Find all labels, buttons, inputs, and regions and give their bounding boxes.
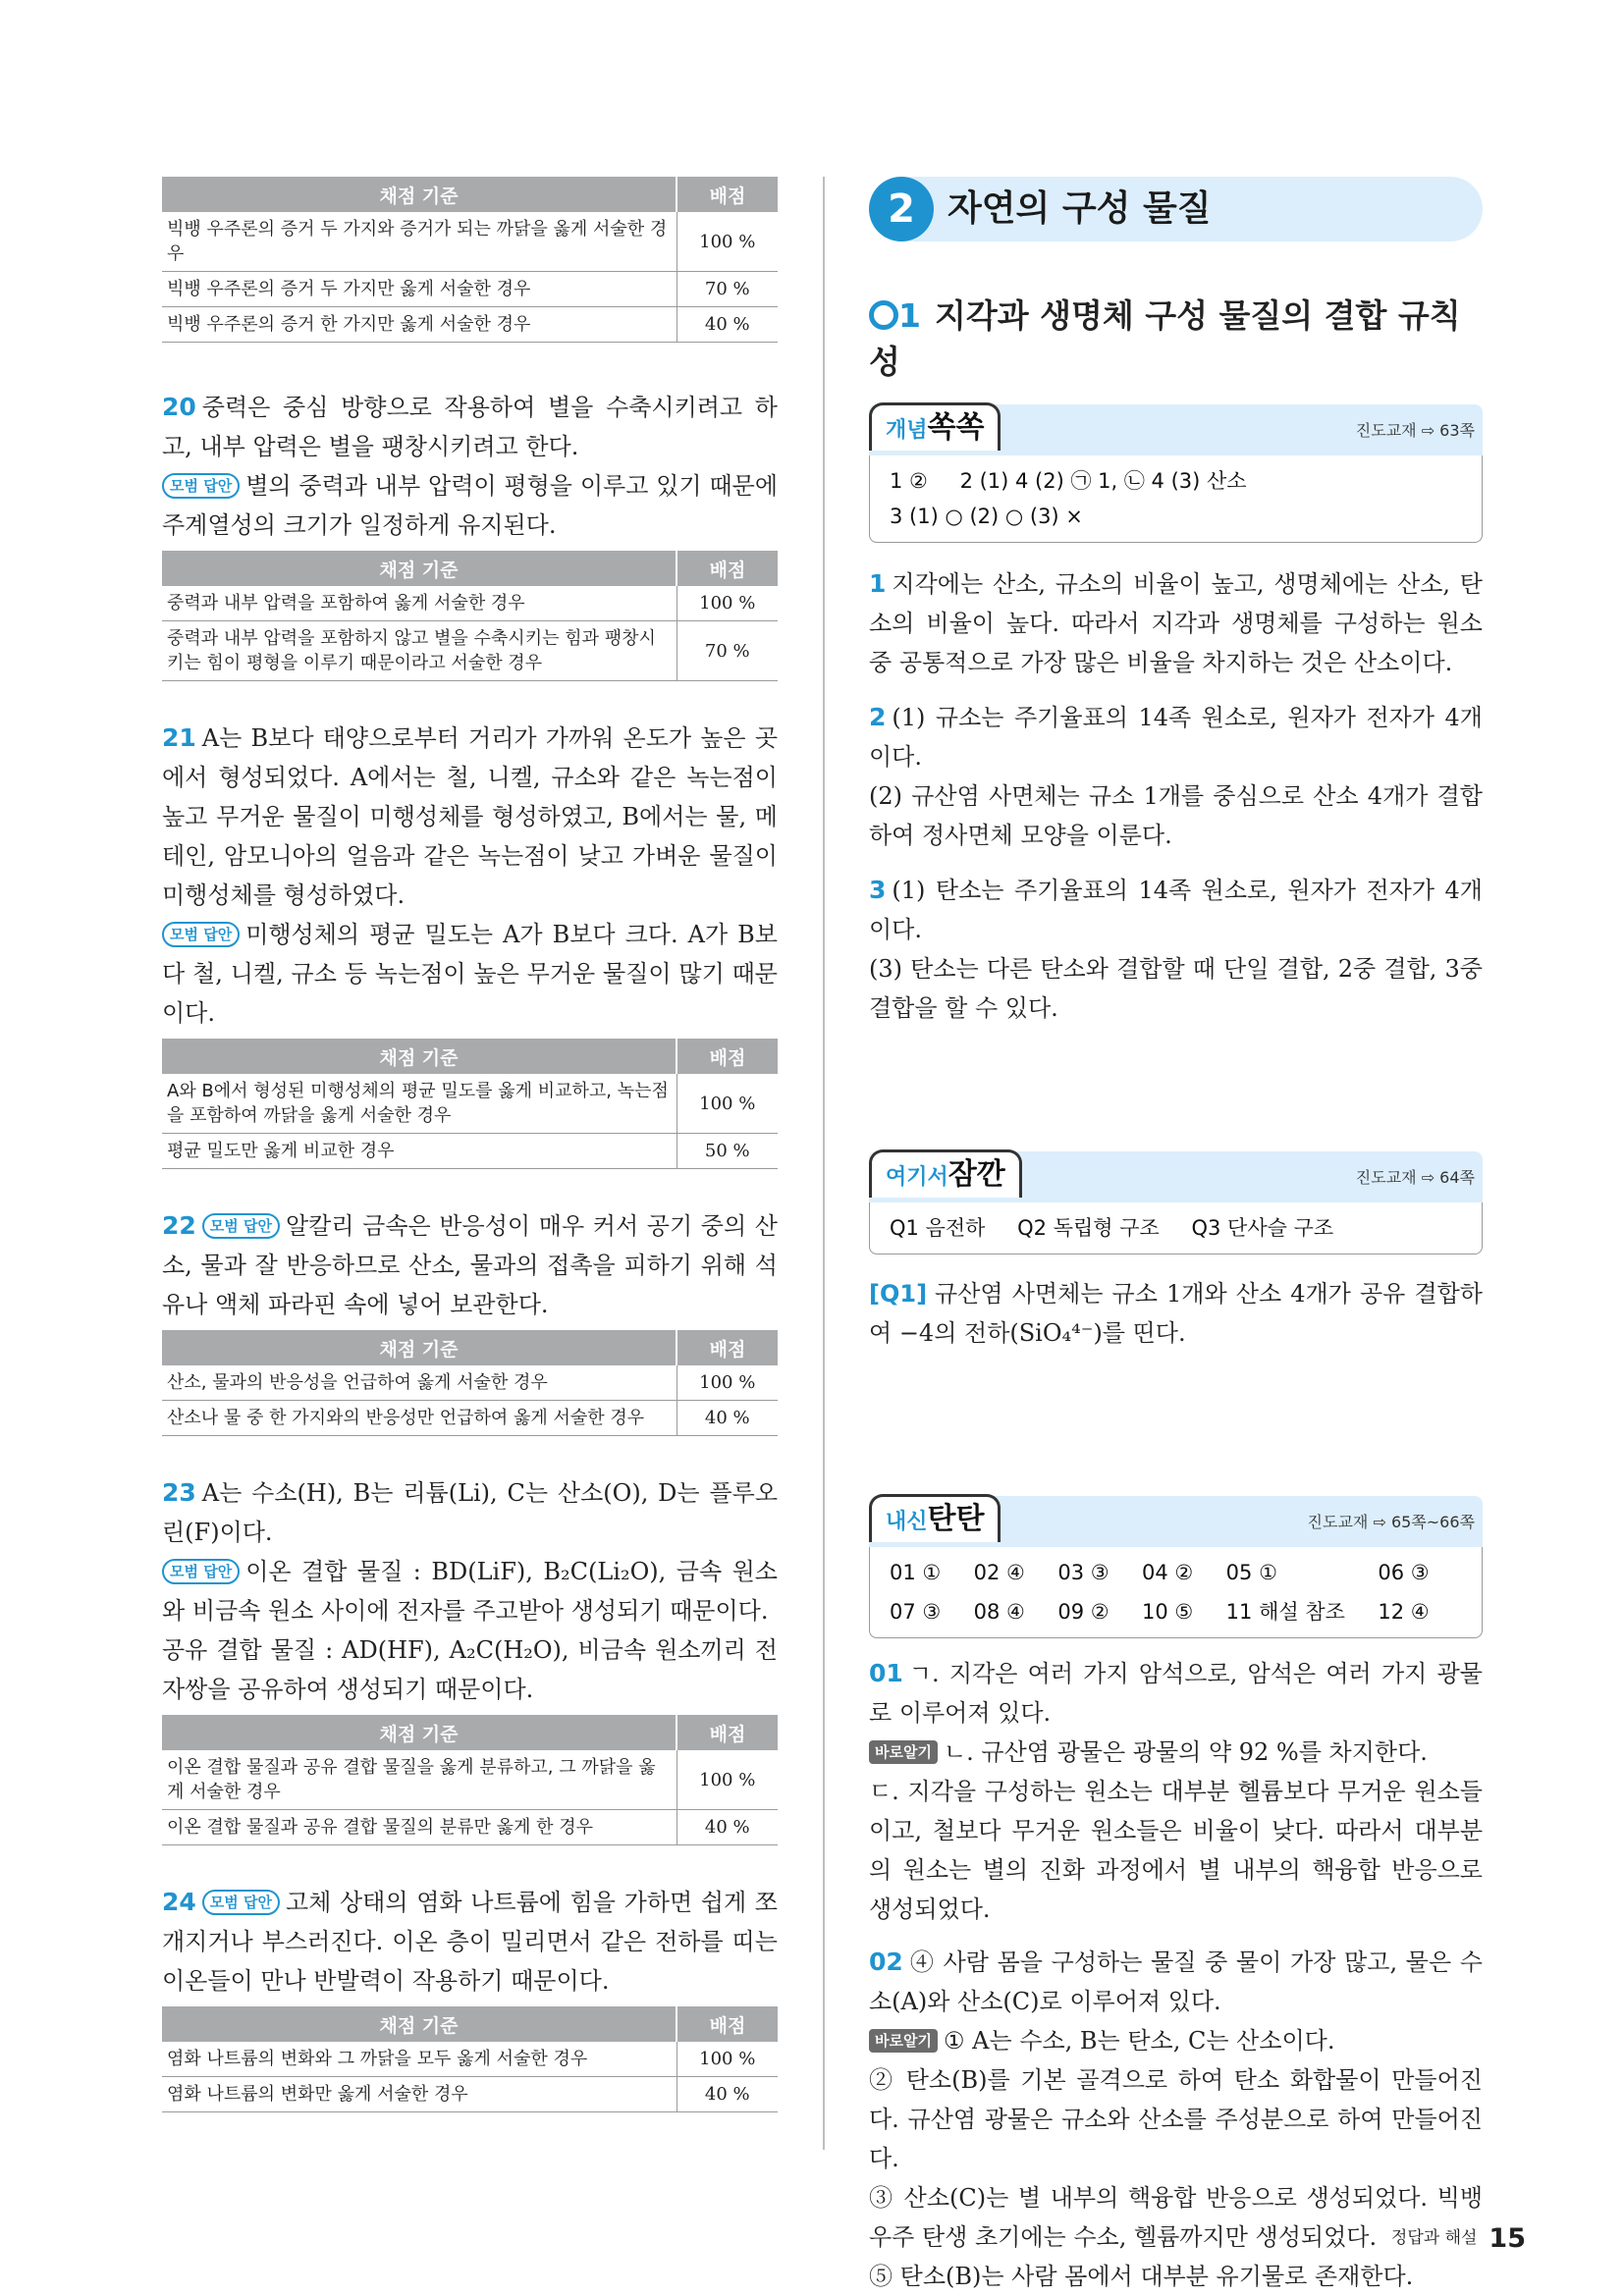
points-header: 배점 [677,1039,778,1074]
section-number: 2 [869,177,934,241]
explanation-3 [869,871,1483,949]
question-23 [162,1473,778,1552]
explanation-text: ㄱ. 지각은 여러 가지 암석으로, 암석은 여러 가지 광물로 이루어져 있다. [869,1660,1483,1727]
practice-box [869,1547,1483,1638]
item-number: 01 [869,1659,903,1687]
model-answer-badge: 모범 답안 [162,922,240,947]
scoring-table-19 [162,177,778,343]
q-label: [Q1] [869,1280,928,1308]
criteria-cell: 빅뱅 우주론의 증거 한 가지만 옳게 서술한 경우 [162,307,677,343]
answer-item: 06 ③ [1378,1561,1430,1584]
concept-box-tab [869,402,1001,451]
model-answer-23-b: 공유 결합 물질 : AD(HF), A₂C(H₂O), 비금속 원소끼리 전자쌍을 공유하여 생성되기 때문이다. [162,1636,778,1703]
question-text: 중력은 중심 방향으로 작용하여 별을 수축시키려고 하고, 내부 압력은 별을 팽창시키려고 한다. [162,394,778,460]
points-header: 배점 [677,551,778,586]
answer-item: 04 ② [1142,1561,1194,1584]
question-number: 22 [162,1211,196,1240]
explanation-text: (1) 규소는 주기율표의 14족 원소로, 원자가 전자가 4개이다. [869,704,1483,771]
scoring-table-24 [162,2006,778,2112]
model-answer-badge: 모범 답안 [162,473,240,499]
model-answer-20 [162,466,778,545]
scoring-table-22 [162,1330,778,1436]
circle-zero-icon [869,300,898,330]
answer-item: Q1 음전하 [890,1216,986,1240]
question-number: 21 [162,723,196,752]
textbook-reference: 진도교재 ⇨ 65쪽~66쪽 [1307,1513,1475,1531]
tip-box [869,1202,1483,1255]
answer-item: 12 ④ [1378,1600,1430,1624]
answer-text: 알칼리 금속은 반응성이 매우 커서 공기 중의 산소, 물과 잘 반응하므로 산소, 물과의 접촉을 피하기 위해 석유나 액체 파라핀 속에 넣어 보관한다. [162,1212,778,1318]
subsection-number: 1 [898,296,921,335]
right-column [869,177,1483,2296]
column-divider [823,177,825,2150]
answer-02-correction-d: ⑤ 탄소(B)는 사람 몸에서 대부분 유기물로 존재한다. [869,2263,1414,2290]
criteria-header: 채점 기준 [162,1715,677,1750]
page-footer [1391,2223,1526,2254]
correction-text: ① A는 수소, B는 탄소, C는 산소이다. [943,2027,1335,2055]
points-cell: 100 % [677,586,778,621]
left-column [162,177,778,2112]
page-number: 15 [1489,2223,1526,2254]
criteria-cell: 중력과 내부 압력을 포함하여 옳게 서술한 경우 [162,586,677,621]
q1-explanation [869,1274,1483,1353]
tab-label-a: 내신 [886,1510,928,1534]
points-header: 배점 [677,1330,778,1365]
explanation-text: 지각에는 산소, 규소의 비율이 높고, 생명체에는 산소, 탄소의 비율이 높다. 따라서 지각과 생명체를 구성하는 원소 중 공통적으로 가장 많은 비율을 차지하는 것은 산소이다. [869,570,1483,676]
explanation-text: 규산염 사면체는 규소 1개와 산소 4개가 공유 결합하여 −4의 전하(SiO₄⁴⁻)를 띤다. [869,1280,1483,1347]
question-22 [162,1206,778,1324]
answer-02-correction [869,2021,1483,2060]
points-cell: 50 % [677,1134,778,1169]
question-number: 23 [162,1478,196,1507]
scoring-table-21 [162,1039,778,1169]
subsection-title [869,291,1483,381]
answer-item: 05 ① [1225,1561,1277,1584]
correction-badge: 바로알기 [869,2029,938,2053]
points-header: 배점 [677,1715,778,1750]
answer-02-correction-b: ② 탄소(B)를 기본 골격으로 하여 탄소 화합물이 만들어진다. 규산염 광물은 규소와 산소를 주성분으로 하여 만들어진다. [869,2066,1483,2172]
criteria-header: 채점 기준 [162,2006,677,2042]
item-number: 2 [869,703,887,731]
model-answer-23 [162,1552,778,1630]
question-20 [162,388,778,466]
answer-01-correction-b: ㄷ. 지각을 구성하는 원소는 대부분 헬륨보다 무거운 원소들이고, 철보다 무거운 원소들은 비율이 낮다. 따라서 대부분의 원소는 별의 진화 과정에서 별 내부의 핵융합 반응으로 생성되었다. [869,1778,1483,1923]
answer-item: 09 ② [1057,1600,1110,1624]
explanation-2-b: (2) 규산염 사면체는 규소 1개를 중심으로 산소 4개가 결합하여 정사면체 모양을 이룬다. [869,782,1483,849]
answer-text: 별의 중력과 내부 압력이 평형을 이루고 있기 때문에 주계열성의 크기가 일정하게 유지된다. [162,472,778,539]
points-cell: 100 % [677,2042,778,2077]
criteria-cell: 빅뱅 우주론의 증거 두 가지만 옳게 서술한 경우 [162,272,677,307]
model-answer-21 [162,915,778,1033]
criteria-cell: 산소, 물과의 반응성을 언급하여 옳게 서술한 경우 [162,1365,677,1401]
correction-badge: 바로알기 [869,1740,938,1764]
answer-item: 11 해설 참조 [1225,1600,1345,1624]
scoring-table-20 [162,551,778,681]
tab-label-b: 잠깐 [947,1157,1005,1192]
points-cell: 100 % [677,1750,778,1810]
answer-item: 2 (1) 4 (2) ㉠ 1, ㉡ 4 (3) 산소 [959,469,1247,493]
tab-label-b: 탄탄 [927,1502,985,1536]
explanation-text: ④ 사람 몸을 구성하는 물질 중 물이 가장 많고, 물은 수소(A)와 산소(C)로 이루어져 있다. [869,1949,1483,2015]
answer-item: 07 ③ [890,1600,942,1624]
question-24 [162,1883,778,2001]
answer-02-correction-c: ③ 산소(C)는 별 내부의 핵융합 반응으로 생성되었다. 빅뱅 우주 탄생 초기에는 수소, 헬륨까지만 생성되었다. [869,2184,1483,2251]
item-number: 3 [869,876,887,904]
points-header: 배점 [677,177,778,212]
concept-box [869,455,1483,543]
question-number: 20 [162,393,196,421]
points-cell: 40 % [677,2077,778,2112]
answer-text: 고체 상태의 염화 나트륨에 힘을 가하면 쉽게 쪼개지거나 부스러진다. 이온 층이 밀리면서 같은 전하를 띠는 이온들이 만나 반발력이 작용하기 때문이다. [162,1889,778,1995]
question-21 [162,719,778,915]
answer-01 [869,1654,1483,1733]
explanation-text: (1) 탄소는 주기율표의 14족 원소로, 원자가 전자가 4개이다. [869,877,1483,943]
answer-text: 이온 결합 물질 : BD(LiF), B₂C(Li₂O), 금속 원소와 비금속 원소 사이에 전자를 주고받아 생성되기 때문이다. [162,1558,778,1625]
answer-list [870,1202,1482,1254]
explanation-2 [869,698,1483,776]
model-answer-badge: 모범 답안 [162,1559,240,1584]
answer-item: 02 ④ [973,1561,1025,1584]
points-header: 배점 [677,2006,778,2042]
explanation-1 [869,564,1483,682]
correction-text: ㄴ. 규산염 광물은 광물의 약 92 %를 차지한다. [943,1738,1428,1766]
tip-box-header [869,1151,1483,1202]
criteria-cell: 산소나 물 중 한 가지와의 반응성만 언급하여 옳게 서술한 경우 [162,1401,677,1436]
answer-item: 01 ① [890,1561,942,1584]
criteria-cell: A와 B에서 형성된 미행성체의 평균 밀도를 옳게 비교하고, 녹는점을 포함하여 까닭을 옳게 서술한 경우 [162,1074,677,1134]
textbook-reference: 진도교재 ⇨ 63쪽 [1355,421,1475,440]
answer-item: 3 (1) ○ (2) ○ (3) × [890,505,1083,528]
answer-item: Q2 독립형 구조 [1017,1216,1160,1240]
points-cell: 40 % [677,307,778,343]
subsection-text: 지각과 생명체 구성 물질의 결합 규칙성 [869,296,1461,381]
criteria-cell: 이온 결합 물질과 공유 결합 물질을 옳게 분류하고, 그 까닭을 옳게 서술한 경우 [162,1750,677,1810]
points-cell: 70 % [677,272,778,307]
answer-01-correction [869,1733,1483,1772]
answer-02 [869,1943,1483,2021]
model-answer-badge: 모범 답안 [202,1213,280,1239]
question-text: A는 수소(H), B는 리튬(Li), C는 산소(O), D는 플루오린(F)이다. [162,1479,778,1546]
points-cell: 40 % [677,1810,778,1845]
practice-box-header [869,1496,1483,1547]
answer-item: Q3 단사슬 구조 [1191,1216,1334,1240]
question-text: A는 B보다 태양으로부터 거리가 가까워 온도가 높은 곳에서 형성되었다. A에서는 철, 니켈, 규소와 같은 녹는점이 높고 무거운 물질이 미행성체를 형성하였고, B에서는 물, 메테인, 암모니아의 얼음과 같은 녹는점이 낮고 가벼운 물질이 미행성체를 형성하였다. [162,724,778,909]
section-title: 자연의 구성 물질 [947,188,1212,229]
model-answer-badge: 모범 답안 [202,1890,280,1915]
answer-item: 03 ③ [1057,1561,1110,1584]
criteria-cell: 평균 밀도만 옳게 비교한 경우 [162,1134,677,1169]
practice-box-tab [869,1494,1001,1542]
criteria-cell: 염화 나트륨의 변화와 그 까닭을 모두 옳게 서술한 경우 [162,2042,677,2077]
tab-label-a: 여기서 [886,1165,948,1190]
tab-label-a: 개념 [886,418,928,443]
question-number: 24 [162,1888,196,1916]
answer-text: 미행성체의 평균 밀도는 A가 B보다 크다. A가 B보다 철, 니켈, 규소 등 녹는점이 높은 무거운 물질이 많기 때문이다. [162,921,778,1027]
footer-label: 정답과 해설 [1390,2228,1478,2248]
criteria-cell: 중력과 내부 압력을 포함하지 않고 별을 수축시키는 힘과 팽창시키는 힘이 평형을 이루기 때문이라고 서술한 경우 [162,621,677,681]
criteria-header: 채점 기준 [162,1039,677,1074]
answer-list [870,455,1482,542]
answer-item: 10 ⑤ [1142,1600,1194,1624]
section-header [869,177,1483,241]
explanation-3-b: (3) 탄소는 다른 탄소와 결합할 때 단일 결합, 2중 결합, 3중 결합을 할 수 있다. [869,955,1483,1022]
tip-box-tab [869,1149,1022,1198]
item-number: 02 [869,1948,903,1976]
criteria-header: 채점 기준 [162,551,677,586]
tab-label-b: 쏙쏙 [927,410,985,445]
answer-item: 1 ② [890,469,928,493]
criteria-cell: 이온 결합 물질과 공유 결합 물질의 분류만 옳게 한 경우 [162,1810,677,1845]
criteria-header: 채점 기준 [162,177,677,212]
criteria-header: 채점 기준 [162,1330,677,1365]
answer-grid [870,1547,1482,1637]
criteria-cell: 염화 나트륨의 변화만 옳게 서술한 경우 [162,2077,677,2112]
points-cell: 100 % [677,1074,778,1134]
answer-item: 08 ④ [973,1600,1025,1624]
concept-box-header [869,404,1483,455]
criteria-cell: 빅뱅 우주론의 증거 두 가지와 증거가 되는 까닭을 옳게 서술한 경우 [162,212,677,272]
textbook-reference: 진도교재 ⇨ 64쪽 [1355,1168,1475,1187]
points-cell: 70 % [677,621,778,681]
points-cell: 100 % [677,212,778,272]
points-cell: 100 % [677,1365,778,1401]
scoring-table-23 [162,1715,778,1845]
points-cell: 40 % [677,1401,778,1436]
item-number: 1 [869,569,887,598]
